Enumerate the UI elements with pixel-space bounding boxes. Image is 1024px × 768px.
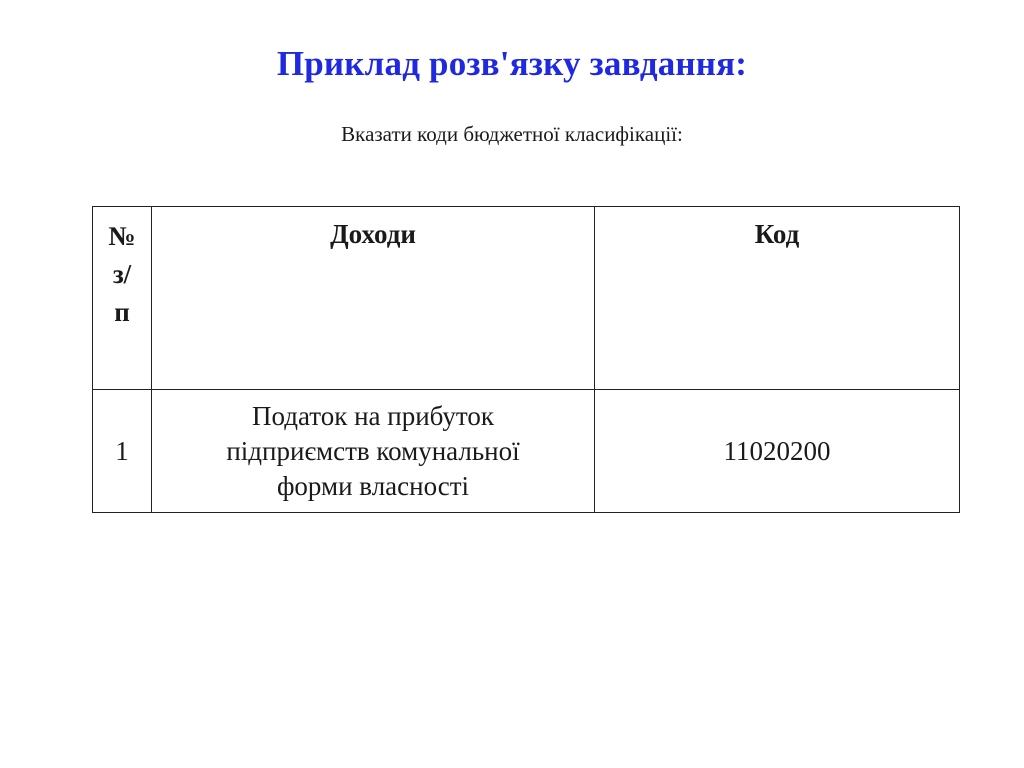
header-number-line1: № — [108, 221, 136, 251]
slide-subtitle: Вказати коди бюджетної класифікації: — [341, 122, 683, 146]
header-number — [93, 207, 152, 390]
header-number-line3: п — [114, 297, 130, 327]
slide-title: Приклад розв'язку завдання: — [276, 44, 748, 83]
header-income: Доходи — [152, 207, 595, 390]
cell-income-line2: підприємств комунальної — [226, 435, 520, 466]
cell-income-line1: Податок на прибуток — [252, 400, 494, 431]
budget-codes-table — [92, 206, 960, 513]
cell-code: 11020200 — [595, 390, 960, 513]
table-header-row — [93, 207, 960, 390]
header-number-line2: з/ — [112, 259, 132, 289]
cell-income — [152, 390, 595, 513]
cell-income-line3: форми власності — [276, 470, 470, 501]
header-code: Код — [595, 207, 960, 390]
table-row — [93, 390, 960, 513]
cell-number: 1 — [93, 390, 152, 513]
